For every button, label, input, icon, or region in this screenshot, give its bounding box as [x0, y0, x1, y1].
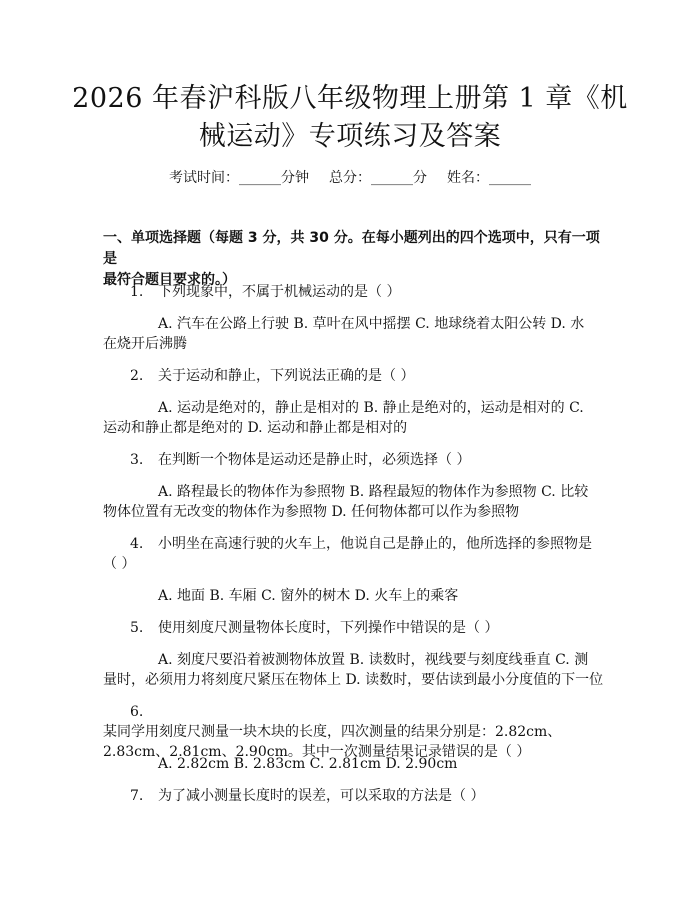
question-text-line-2: （ ）: [103, 556, 136, 572]
question-7-stem: [103, 786, 601, 806]
options-line-2: 物体位置有无改变的物体作为参照物 D. 任何物体都可以作为参照物: [103, 504, 520, 520]
total-score-field: 总分：______分: [329, 170, 427, 186]
options-line-1: A. 运动是绝对的，静止是相对的 B. 静止是绝对的，运动是相对的 C.: [158, 400, 584, 416]
question-number: 2.: [130, 368, 144, 384]
title-line-2: 械运动》专项练习及答案: [198, 121, 502, 152]
title-line-1: 2026 年春沪科版八年级物理上册第 1 章《机: [72, 83, 628, 114]
question-4-stem: [103, 534, 601, 574]
options-line-2: 量时，必须用力将刻度尺紧压在物体上 D. 读数时，要估读到最小分度值的下一位: [103, 672, 604, 688]
question-number: 7.: [130, 788, 144, 804]
options-line-1: A. 地面 B. 车厢 C. 窗外的树木 D. 火车上的乘客: [158, 588, 459, 604]
question-text: 下列现象中，不属于机械运动的是（ ）: [158, 284, 401, 300]
question-6-stem: [103, 702, 601, 762]
question-2-options: [103, 398, 601, 438]
options-line-1: A. 汽车在公路上行驶 B. 草叶在风中摇摆 C. 地球绕着太阳公转 D. 水: [158, 316, 585, 332]
options-line-2: 运动和静止都是绝对的 D. 运动和静止都是相对的: [103, 420, 408, 436]
question-text: 为了减小测量长度时的误差，可以采取的方法是（ ）: [158, 788, 485, 804]
question-6-options: [103, 754, 601, 774]
question-number: 1.: [130, 284, 144, 300]
options-line-1: A. 路程最长的物体作为参照物 B. 路程最短的物体作为参照物 C. 比较: [158, 484, 589, 500]
section-heading-line-1: 一、单项选择题（每题 3 分，共 30 分。在每小题列出的四个选项中，只有一项是: [103, 230, 600, 267]
question-1-options: [103, 314, 601, 354]
student-name-field: 姓名：______: [447, 170, 531, 186]
question-number: 4.: [130, 536, 144, 552]
question-3-options: [103, 482, 601, 522]
question-text: 使用刻度尺测量物体长度时，下列操作中错误的是（ ）: [158, 620, 499, 636]
question-text: 关于运动和静止，下列说法正确的是（ ）: [158, 368, 415, 384]
exam-time-field: 考试时间：______分钟: [169, 170, 309, 186]
question-text-line-2: 2.83cm、2.81cm、2.90cm。其中一次测量结果记录错误的是（ ）: [103, 744, 531, 760]
section-heading-line-2: 最符合题目要求的。）: [103, 272, 236, 288]
question-number: 6.: [130, 704, 144, 720]
question-1-stem: [103, 282, 601, 302]
question-text: 在判断一个物体是运动还是静止时，必须选择（ ）: [158, 452, 471, 468]
question-5-options: [103, 650, 604, 690]
question-number: 5.: [130, 620, 144, 636]
question-text-line-1: 某同学用刻度尺测量一块木块的长度，四次测量的结果分别是：2.82cm、: [103, 724, 562, 740]
question-number: 3.: [130, 452, 144, 468]
options-line-1: A. 2.82cm B. 2.83cm C. 2.81cm D. 2.90cm: [158, 756, 458, 772]
options-line-2: 在烧开后沸腾: [103, 336, 187, 352]
options-line-1: A. 刻度尺要沿着被测物体放置 B. 读数时，视线要与刻度线垂直 C. 测: [158, 652, 589, 668]
question-3-stem: [103, 450, 601, 470]
question-4-options: [103, 586, 601, 606]
question-text-line-1: 小明坐在高速行驶的火车上，他说自己是静止的，他所选择的参照物是: [158, 536, 592, 552]
document-title: [70, 80, 630, 156]
question-5-stem: [103, 618, 601, 638]
exam-info-line: [0, 168, 700, 188]
question-2-stem: [103, 366, 601, 386]
